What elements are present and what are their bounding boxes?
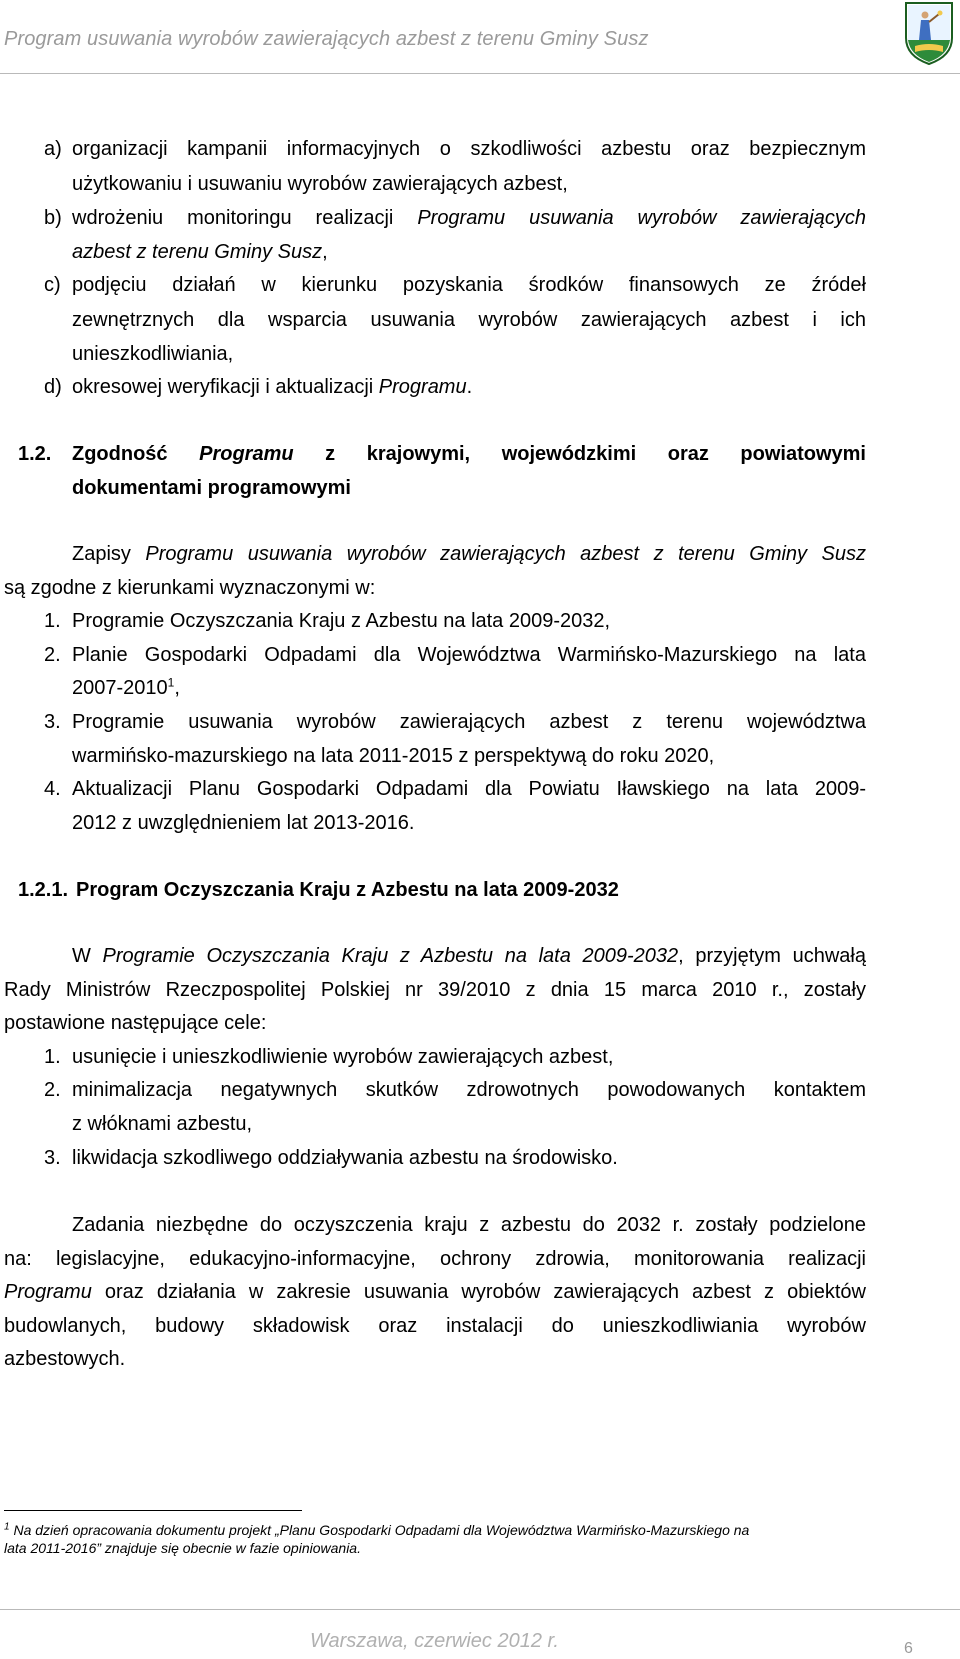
list-item-c-line3: unieszkodliwiania, — [72, 343, 234, 365]
running-header-title: Program usuwania wyrobów zawierających azbest z terenu Gminy Susz — [4, 28, 649, 50]
list-marker-d: d) — [44, 376, 62, 398]
section-1-2-intro-line2: są zgodne z kierunkami wyznaczonymi w: — [4, 577, 376, 599]
footnote-separator — [4, 1510, 302, 1511]
list-marker-a: a) — [44, 138, 62, 160]
goal-item-1: usunięcie i unieszkodliwienie wyrobów zawierających azbest, — [72, 1046, 614, 1068]
doc-list-item-2-line2: 2007-2010$^1$, — [72, 675, 180, 699]
paragraph-2-line3: Programu oraz działania w zakresie usuwania wyrobów zawierających azbest z obiektów — [4, 1281, 866, 1303]
goal-item-2-line2: z włóknami azbestu, — [72, 1113, 253, 1135]
doc-list-item-1: Programie Oczyszczania Kraju z Azbestu na lata 2009-2032, — [72, 610, 611, 632]
section-1-2-intro-line1: Zapisy Programu usuwania wyrobów zawierających azbest z terenu Gminy Susz — [72, 543, 867, 565]
doc-list-num-2: 2. — [44, 644, 61, 666]
section-1-2-heading-line2: dokumentami programowymi — [72, 477, 351, 499]
goal-item-3: likwidacja szkodliwego oddziaływania azbestu na środowisko. — [72, 1147, 618, 1169]
doc-list-num-4: 4. — [44, 778, 61, 800]
list-item-c-line2: zewnętrznych dla wsparcia usuwania wyrobów zawierających azbest i ich — [72, 309, 866, 331]
section-1-2-heading-line1: Zgodność Programu z krajowymi, wojewódzkimi oraz powiatowymi — [72, 443, 866, 465]
doc-list-item-3-line2: warmińsko-mazurskiego na lata 2011-2015 z perspektywą do roku 2020, — [72, 745, 715, 767]
paragraph-2-line1: Zadania niezbędne do oczyszczenia kraju z azbestu do 2032 r. zostały podzielone — [72, 1214, 866, 1236]
page-number: 6 — [904, 1640, 913, 1657]
list-item-b-line1: wdrożeniu monitoringu realizacji Programu usuwania wyrobów zawierających — [72, 207, 866, 229]
goal-num-3: 3. — [44, 1147, 61, 1169]
section-1-2-1-number: 1.2.1. — [18, 879, 69, 901]
footnote-ref: 1 — [167, 675, 175, 690]
goal-num-1: 1. — [44, 1046, 61, 1068]
paragraph-1-line2: Rady Ministrów Rzeczpospolitej Polskiej nr 39/2010 z dnia 15 marca 2010 r., zostały — [4, 979, 866, 1001]
doc-list-num-1: 1. — [44, 610, 61, 632]
doc-list-item-2-line1: Planie Gospodarki Odpadami dla Województwa Warmińsko-Mazurskiego na lata — [72, 644, 866, 666]
header-rule — [0, 73, 960, 74]
goal-num-2: 2. — [44, 1079, 61, 1101]
section-1-2-1-heading: Program Oczyszczania Kraju z Azbestu na lata 2009-2032 — [76, 879, 619, 901]
paragraph-2-line5: azbestowych. — [4, 1348, 126, 1370]
list-marker-c: c) — [44, 274, 61, 296]
section-1-2-number: 1.2. — [18, 443, 52, 465]
paragraph-2-line4: budowlanych, budowy składowisk oraz instalacji do unieszkodliwiania wyrobów — [4, 1315, 866, 1337]
doc-list-item-4-line2: 2012 z uwzględnieniem lat 2013-2016. — [72, 812, 415, 834]
doc-list-item-3-line1: Programie usuwania wyrobów zawierających azbest z terenu województwa — [72, 711, 866, 733]
doc-list-item-4-line1: Aktualizacji Planu Gospodarki Odpadami dla Powiatu Iławskiego na lata 2009- — [72, 778, 866, 800]
list-item-a-line2: użytkowaniu i usuwaniu wyrobów zawierających azbest, — [72, 173, 568, 195]
footer-place-date: Warszawa, czerwiec 2012 r. — [310, 1630, 559, 1652]
crest-icon — [903, 0, 955, 66]
paragraph-1-line1: W Programie Oczyszczania Kraju z Azbestu na lata 2009-2032, przyjętym uchwałą — [72, 945, 866, 967]
paragraph-1-line3: postawione następujące cele: — [4, 1012, 267, 1034]
list-item-c-line1: podjęciu działań w kierunku pozyskania środków finansowych ze źródeł — [72, 274, 866, 296]
list-item-a-line1: organizacji kampanii informacyjnych o szkodliwości azbestu oraz bezpiecznym — [72, 138, 866, 160]
footnote-line2: lata 2011-2016” znajduje się obecnie w fazie opiniowania. — [4, 1540, 361, 1556]
list-item-d: okresowej weryfikacji i aktualizacji Programu. — [72, 376, 473, 398]
list-item-b-line2: azbest z terenu Gminy Susz, — [72, 241, 328, 263]
footnote-line1: $^1$ Na dzień opracowania dokumentu projekt „Planu Gospodarki Odpadami dla Województwa Warmińsko-Mazurskiego na — [4, 1521, 750, 1538]
goal-item-2-line1: minimalizacja negatywnych skutków zdrowotnych powodowanych kontaktem — [72, 1079, 866, 1101]
list-marker-b: b) — [44, 207, 62, 229]
paragraph-2-line2: na: legislacyjne, edukacyjno-informacyjne, ochrony zdrowia, monitorowania realizacji — [4, 1248, 866, 1270]
doc-list-num-3: 3. — [44, 711, 61, 733]
footer-rule — [0, 1609, 960, 1610]
